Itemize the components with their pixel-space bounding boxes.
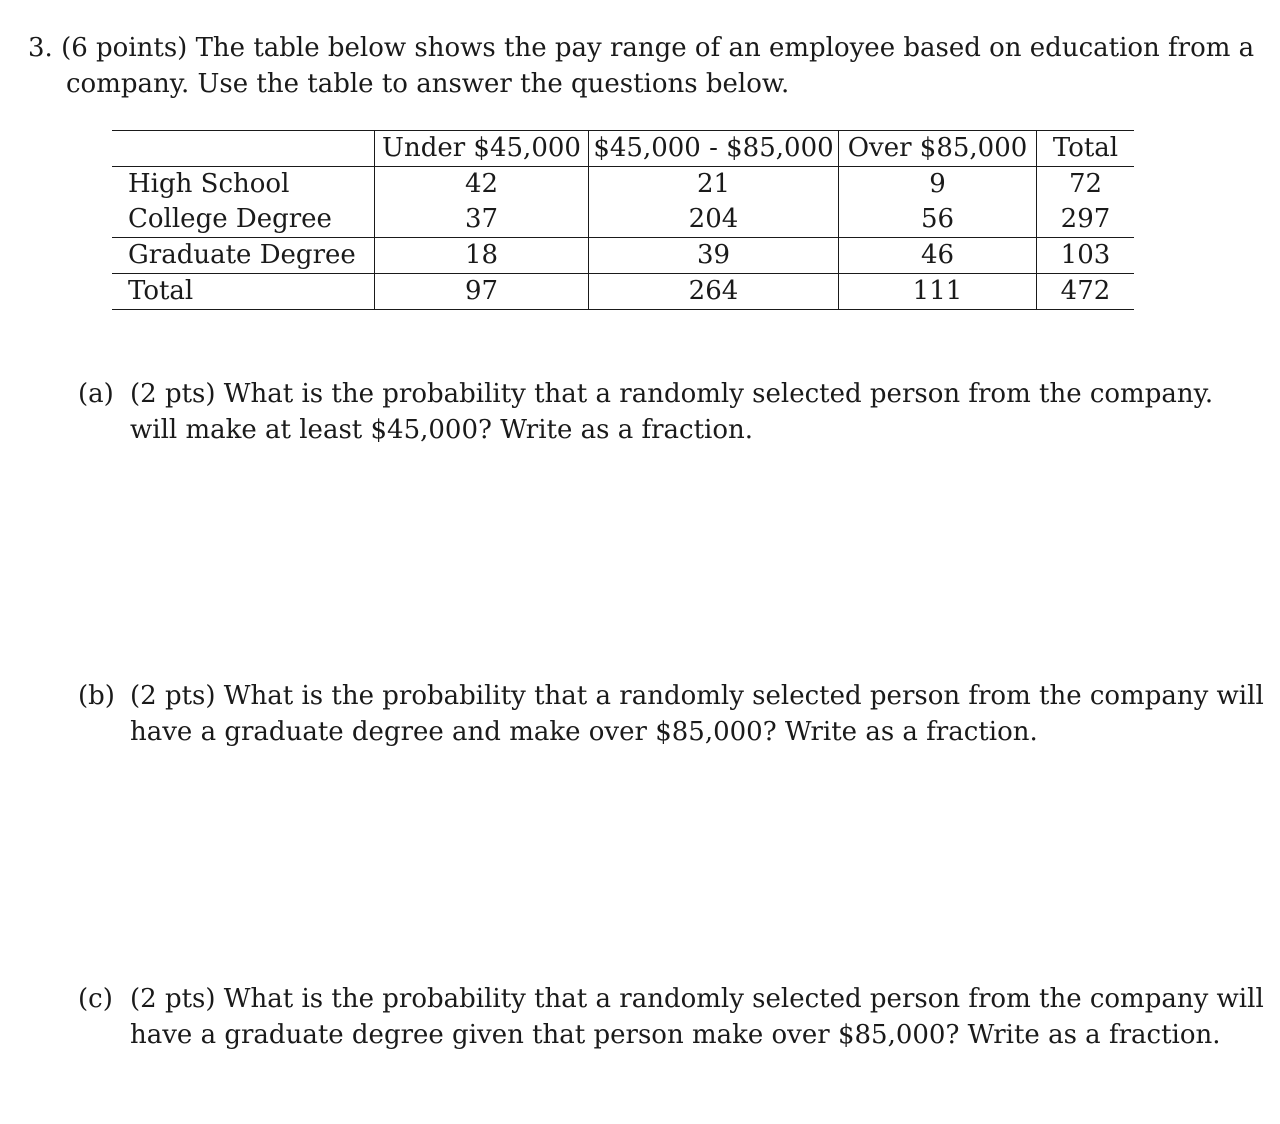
table-cell: 9 bbox=[839, 167, 1037, 203]
row-label: Total bbox=[112, 274, 375, 310]
table-row bbox=[112, 202, 1134, 238]
question-text-line-2: have a graduate degree given that person make over $85,000? Write as a fraction. bbox=[130, 1020, 1221, 1050]
question-text-line-1: (2 pts) What is the probability that a randomly selected person from the company will bbox=[130, 984, 1264, 1014]
table-cell: 264 bbox=[589, 274, 839, 310]
question-a bbox=[78, 376, 1218, 448]
table-header-row bbox=[112, 131, 1134, 167]
question-text-line-1: (2 pts) What is the probability that a randomly selected person from the company will bbox=[130, 681, 1264, 711]
table-cell: 472 bbox=[1037, 274, 1135, 310]
table-cell: 18 bbox=[375, 238, 589, 274]
header-45000-85000: $45,000 - $85,000 bbox=[589, 131, 839, 167]
problem-statement-line-1: 3. (6 points) The table below shows the pay range of an employee based on education from a bbox=[28, 33, 1255, 63]
table-row bbox=[112, 167, 1134, 203]
question-c bbox=[78, 981, 1264, 1053]
row-label: College Degree bbox=[112, 202, 375, 238]
table-cell: 21 bbox=[589, 167, 839, 203]
pay-range-table-wrapper bbox=[112, 130, 1134, 310]
table-cell: 103 bbox=[1037, 238, 1135, 274]
table-cell: 42 bbox=[375, 167, 589, 203]
question-b bbox=[78, 678, 1264, 750]
table-cell: 97 bbox=[375, 274, 589, 310]
table-cell: 111 bbox=[839, 274, 1037, 310]
table-cell: 72 bbox=[1037, 167, 1135, 203]
question-marker: (c) bbox=[78, 984, 113, 1014]
table-cell: 46 bbox=[839, 238, 1037, 274]
table-cell: 39 bbox=[589, 238, 839, 274]
row-label: High School bbox=[128, 169, 290, 199]
header-under-45000: Under $45,000 bbox=[375, 131, 589, 167]
table-row bbox=[112, 238, 1134, 274]
table-row-total bbox=[112, 274, 1134, 310]
header-total: Total bbox=[1037, 131, 1135, 167]
question-text-line-1: (2 pts) What is the probability that a randomly selected person from the company. bbox=[130, 379, 1214, 409]
problem-statement bbox=[28, 30, 1255, 102]
question-text-line-2: have a graduate degree and make over $85,000? Write as a fraction. bbox=[130, 717, 1038, 747]
pay-range-table bbox=[112, 130, 1134, 310]
table-cell: 297 bbox=[1037, 202, 1135, 238]
question-marker: (a) bbox=[78, 379, 114, 409]
header-over-85000: Over $85,000 bbox=[839, 131, 1037, 167]
problem-statement-line-2: company. Use the table to answer the questions below. bbox=[66, 69, 790, 99]
question-text-line-2: will make at least $45,000? Write as a fraction. bbox=[130, 415, 754, 445]
row-label: Graduate Degree bbox=[112, 238, 375, 274]
header-cell-empty bbox=[112, 131, 375, 167]
table-cell: 37 bbox=[375, 202, 589, 238]
question-marker: (b) bbox=[78, 681, 115, 711]
table-cell: 204 bbox=[589, 202, 839, 238]
table-cell: 56 bbox=[839, 202, 1037, 238]
